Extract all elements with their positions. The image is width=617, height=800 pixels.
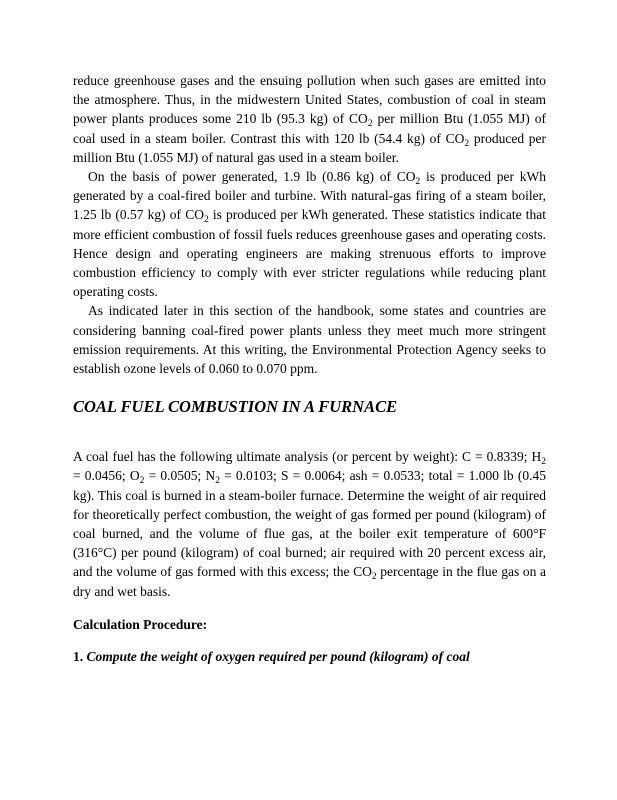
- text-run: = 0.0103; S = 0.0064; ash = 0.0533; total = 1.000 lb (0.45 kg). This coal is burned in a steam-boiler furnace. Determine the weight of air required for theoretically perfect combustion, the weight of gas formed per pound (kilogram) of coal burned, and the volume of flue gas, at the boiler exit temperature of 600°F (316°C) per pound (kilogram) of coal burned; air required with 20 percent excess air, and the volume of gas formed with this excess; the CO: [73, 468, 546, 580]
- subscript: 2: [367, 119, 373, 130]
- subscript: 2: [371, 572, 377, 583]
- paragraph-power-generated: [73, 167, 546, 301]
- text-run: per million Btu (1.055 MJ) of coal used in a steam boiler. Contrast this with 120 lb (54.4 kg) of CO: [73, 111, 546, 146]
- subscript: 2: [215, 476, 220, 487]
- subscript: 2: [464, 138, 470, 149]
- text-run: On the basis of power generated, 1.9 lb (0.86 kg) of CO: [88, 169, 416, 185]
- text-run: is produced per kWh generated. These statistics indicate that more efficient combustion of fossil fuels reduces greenhouse gases and operating costs. Hence design and operating engineers are making strenuous efforts to improve combustion efficiency to comply with ever stricter regulations while reducing plant operating costs.: [73, 207, 546, 300]
- text-run: is produced per kWh generated by a coal-fired boiler and turbine. With natural-gas firing of a steam boiler, 1.25 lb (0.57 kg) of CO: [73, 169, 547, 223]
- subscript: 2: [415, 177, 421, 188]
- text-run: percentage in the flue gas on a dry and wet basis.: [73, 564, 546, 599]
- calculation-procedure-heading: Calculation Procedure:: [73, 616, 208, 632]
- step-1-heading: [73, 647, 546, 666]
- text-run: produced per million Btu (1.055 MJ) of natural gas used in a steam boiler.: [73, 130, 547, 165]
- text-run: = 0.0456; O: [73, 468, 140, 484]
- subscript: 2: [541, 457, 546, 468]
- text-run: reduce greenhouse gases and the ensuing pollution when such gases are emitted into the atmosphere. Thus, in the midwestern United States, combustion of coal in steam power plants produces some 210 lb (95.3 kg) of CO: [73, 73, 546, 127]
- paragraph-emissions-coal: [73, 71, 546, 167]
- document-page: [73, 71, 546, 666]
- paragraph-regulations: As indicated later in this section of the handbook, some states and countries are considering banning coal-fired power plants unless they meet much more stringent emission requirements. At this writing, the Environmental Protection Agency seeks to establish ozone levels of 0.060 to 0.070 ppm.: [73, 303, 546, 377]
- subscript: 2: [203, 215, 209, 226]
- step-text: Compute the weight of oxygen required per pound (kilogram) of coal: [86, 649, 470, 665]
- text-run: A coal fuel has the following ultimate analysis (or percent by weight): C = 0.8339; H: [73, 449, 542, 465]
- text-run: = 0.0505; N: [144, 468, 216, 484]
- section-title: COAL FUEL COMBUSTION IN A FURNACE: [73, 397, 398, 417]
- step-number: 1.: [73, 649, 84, 665]
- subscript: 2: [139, 476, 145, 487]
- paragraph-problem-statement: [73, 447, 546, 601]
